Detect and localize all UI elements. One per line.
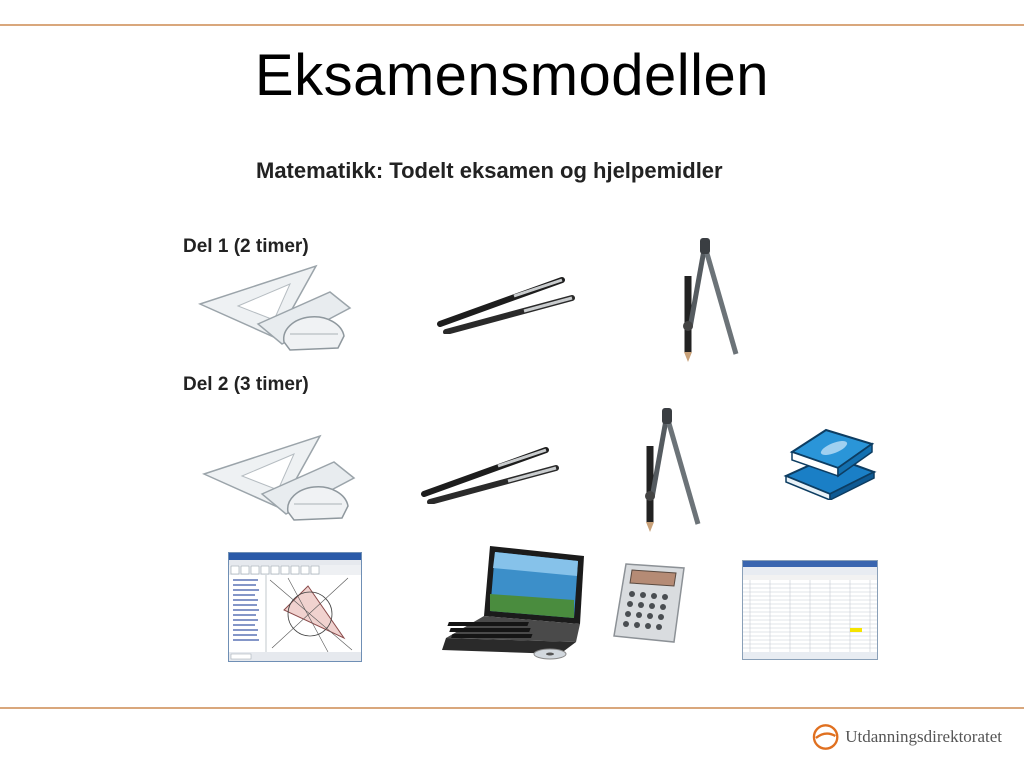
section-del1-label: Del 1 (2 timer) bbox=[183, 236, 309, 257]
ruler-set-icon bbox=[198, 262, 360, 354]
slide-subtitle: Matematikk: Todelt eksamen og hjelpemidler bbox=[256, 158, 723, 183]
geogebra-screenshot bbox=[228, 552, 362, 662]
spreadsheet-screenshot bbox=[742, 560, 878, 660]
top-rule bbox=[0, 24, 1024, 26]
pens-icon bbox=[420, 446, 560, 504]
compass-icon bbox=[664, 236, 744, 364]
udir-logo-icon bbox=[812, 723, 839, 751]
pens-icon bbox=[436, 276, 576, 334]
books-icon bbox=[782, 424, 878, 500]
compass-icon bbox=[626, 406, 706, 534]
ruler-set-icon bbox=[202, 432, 364, 524]
calculator-icon bbox=[612, 562, 686, 644]
bottom-rule bbox=[0, 707, 1024, 709]
slide-title: Eksamensmodellen bbox=[254, 43, 770, 108]
logo-text: Utdanningsdirektoratet bbox=[845, 727, 1002, 746]
section-del2-label: Del 2 (3 timer) bbox=[183, 374, 309, 395]
footer-logo bbox=[812, 718, 1002, 756]
laptop-icon bbox=[440, 542, 590, 662]
